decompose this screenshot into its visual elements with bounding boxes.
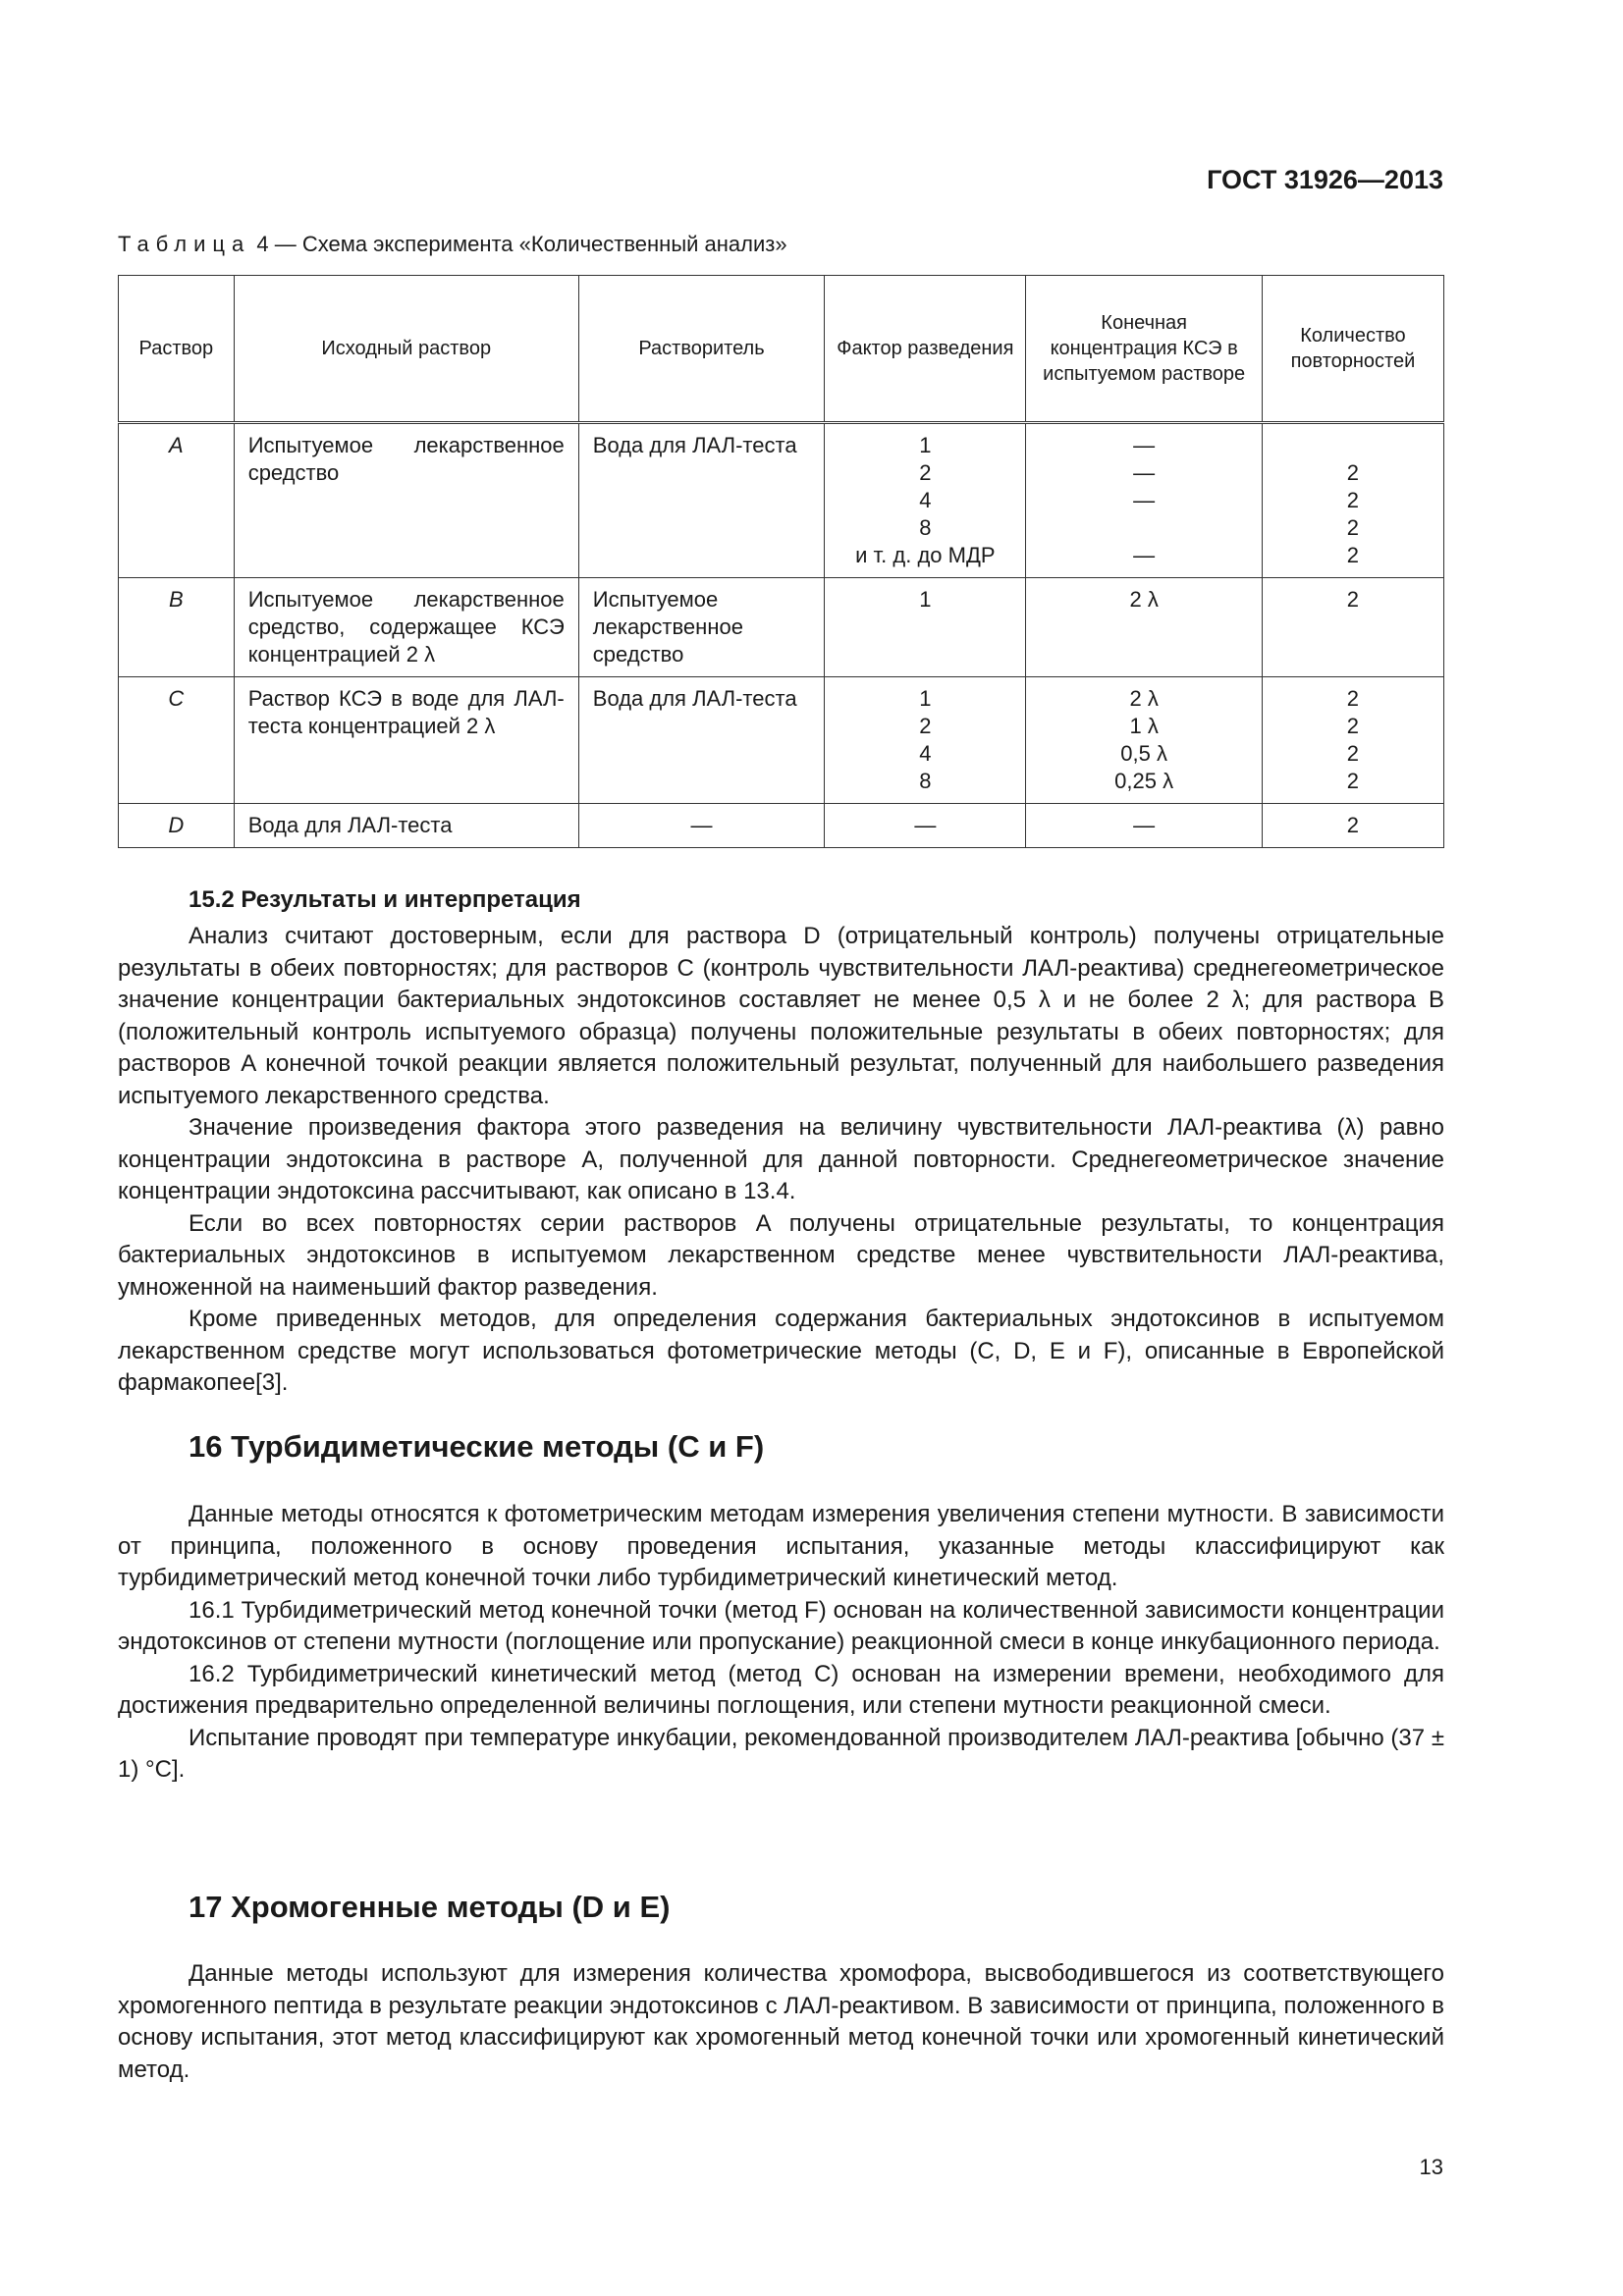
concentration-value: 0,5 λ bbox=[1120, 741, 1167, 766]
repeat-value: 2 bbox=[1346, 460, 1360, 485]
cell-source: Вода для ЛАЛ-теста bbox=[234, 804, 578, 848]
factor-value: 1 bbox=[919, 686, 932, 711]
table-caption bbox=[118, 232, 787, 257]
cell-solution: C bbox=[119, 677, 235, 804]
section-15-2-body bbox=[118, 921, 1444, 1400]
cell-repeats bbox=[1262, 677, 1443, 804]
section-17-body bbox=[118, 1958, 1444, 2086]
factor-value: 2 bbox=[919, 460, 932, 485]
header-diluent: Растворитель bbox=[578, 276, 824, 423]
factor-value: 1 bbox=[919, 433, 932, 457]
document-standard-number: ГОСТ 31926—2013 bbox=[1207, 165, 1443, 194]
cell-diluent: Вода для ЛАЛ-теста bbox=[578, 677, 824, 804]
cell-factors bbox=[825, 677, 1026, 804]
page-number: 13 bbox=[1419, 2155, 1443, 2179]
factor-value: 2 bbox=[919, 714, 932, 738]
repeat-value: 2 bbox=[1346, 587, 1360, 612]
cell-repeats bbox=[1262, 423, 1443, 578]
table-row bbox=[119, 677, 1444, 804]
cell-factors bbox=[825, 423, 1026, 578]
cell-repeats bbox=[1262, 578, 1443, 677]
section-16-body bbox=[118, 1499, 1444, 1787]
concentration-value bbox=[1040, 514, 1247, 542]
concentration-value: 0,25 λ bbox=[1114, 769, 1174, 793]
header-concentration: Конечная концентрация КСЭ в испытуемом растворе bbox=[1026, 276, 1262, 423]
repeat-value: 2 bbox=[1346, 488, 1360, 512]
header-solution: Раствор bbox=[119, 276, 235, 423]
cell-diluent: — bbox=[578, 804, 824, 848]
table-row bbox=[119, 804, 1444, 848]
factor-value: и т. д. до МДР bbox=[855, 543, 996, 567]
paragraph: Кроме приведенных методов, для определения содержания бактериальных эндотоксинов в испытуемом лекарственном средстве могут использоваться фотометрические методы (C, D, E и F), описанные в Европейской фармакопее[3]. bbox=[118, 1306, 1444, 1396]
paragraph: Значение произведения фактора этого разведения на величину чувствительности ЛАЛ-реактива (λ) равно концентрации эндотоксина в растворе A, полученной для данной повторности. Среднегеометрическое значение концентрации эндотоксина рассчитывают, как описано в 13.4. bbox=[118, 1114, 1444, 1204]
paragraph: Анализ считают достоверным, если для раствора D (отрицательный контроль) получены отрицательные результаты в обеих повторностях; для растворов C (контроль чувствительности ЛАЛ-реактива) среднегеометрическое значение концентрации бактериальных эндотоксинов составляет не менее 0,5 λ и не более 2 λ; для раствора B (положительный контроль испытуемого образца) получены положительные результаты в обеих повторностях; для растворов A конечной точкой реакции является положительный результат, полученный для наибольшего разведения испытуемого лекарственного средства. bbox=[118, 923, 1444, 1109]
table-row bbox=[119, 578, 1444, 677]
repeat-value: 2 bbox=[1346, 769, 1360, 793]
concentration-value: — bbox=[1133, 543, 1156, 567]
cell-diluent: Испытуемое лекарственное средство bbox=[578, 578, 824, 677]
repeat-value: 2 bbox=[1346, 543, 1360, 567]
header-source: Исходный раствор bbox=[234, 276, 578, 423]
repeat-value: 2 bbox=[1346, 515, 1360, 540]
cell-concentrations bbox=[1026, 578, 1262, 677]
repeat-value: 2 bbox=[1346, 813, 1360, 837]
repeat-value: 2 bbox=[1346, 741, 1360, 766]
cell-solution: B bbox=[119, 578, 235, 677]
repeat-value bbox=[1276, 432, 1430, 459]
cell-repeats bbox=[1262, 804, 1443, 848]
concentration-value: 2 λ bbox=[1129, 686, 1159, 711]
factor-value: 8 bbox=[919, 769, 932, 793]
header-factor: Фактор разведения bbox=[825, 276, 1026, 423]
section-17-heading: 17 Хромогенные методы (D и E) bbox=[189, 1890, 671, 1924]
cell-source: Испытуемое лекарственное средство, содержащее КСЭ концентрацией 2 λ bbox=[234, 578, 578, 677]
cell-factors bbox=[825, 804, 1026, 848]
paragraph: 16.1 Турбидиметрический метод конечной точки (метод F) основан на количественной зависимости концентрации эндотоксинов от степени мутности (поглощение или пропускание) реакционной смеси в конце инкубационного периода. bbox=[118, 1596, 1444, 1655]
paragraph: 16.2 Турбидиметрический кинетический метод (метод C) основан на измерении времени, необходимого для достижения предварительно определенной величины поглощения, или степени мутности реакционной смеси. bbox=[118, 1660, 1444, 1719]
table-caption-text: 4 — Схема эксперимента «Количественный анализ» bbox=[250, 232, 787, 256]
concentration-value: — bbox=[1133, 433, 1156, 457]
cell-factors bbox=[825, 578, 1026, 677]
table-row bbox=[119, 423, 1444, 578]
paragraph: Испытание проводят при температуре инкубации, рекомендованной производителем ЛАЛ-реактива [обычно (37 ± 1) °C]. bbox=[118, 1724, 1444, 1783]
table-caption-prefix: Таблица bbox=[118, 232, 251, 256]
repeat-value: 2 bbox=[1346, 686, 1360, 711]
cell-solution: D bbox=[119, 804, 235, 848]
header-repeats: Количество повторностей bbox=[1262, 276, 1443, 423]
factor-value: 4 bbox=[919, 488, 932, 512]
factor-value: 4 bbox=[919, 741, 932, 766]
cell-concentrations bbox=[1026, 804, 1262, 848]
concentration-value: 1 λ bbox=[1129, 714, 1159, 738]
concentration-value: — bbox=[1133, 488, 1156, 512]
cell-solution: A bbox=[119, 423, 235, 578]
section-15-2-heading: 15.2 Результаты и интерпретация bbox=[189, 886, 581, 913]
repeat-value: 2 bbox=[1346, 714, 1360, 738]
paragraph: Данные методы относятся к фотометрическим методам измерения увеличения степени мутности. В зависимости от принципа, положенного в основу проведения испытания, указанные методы классифицируют как турбидиметрический метод конечной точки либо турбидиметрический кинетический метод. bbox=[118, 1501, 1444, 1591]
section-16-heading: 16 Турбидиметические методы (C и F) bbox=[189, 1429, 765, 1464]
concentration-value: — bbox=[1133, 813, 1156, 837]
factor-value: 1 bbox=[919, 587, 932, 612]
concentration-value: 2 λ bbox=[1129, 587, 1159, 612]
cell-concentrations bbox=[1026, 677, 1262, 804]
cell-diluent: Вода для ЛАЛ-теста bbox=[578, 423, 824, 578]
factor-value: — bbox=[914, 813, 937, 837]
factor-value: 8 bbox=[919, 515, 932, 540]
paragraph: Данные методы используют для измерения количества хромофора, высвободившегося из соответствующего хромогенного пептида в результате реакции эндотоксинов с ЛАЛ-реактивом. В зависимости от принципа, положенного в основу испытания, этот метод классифицируют как хромогенный метод конечной точки или хромогенный кинетический метод. bbox=[118, 1960, 1444, 2083]
cell-concentrations bbox=[1026, 423, 1262, 578]
cell-source: Раствор КСЭ в воде для ЛАЛ-теста концентрацией 2 λ bbox=[234, 677, 578, 804]
cell-source: Испытуемое лекарственное средство bbox=[234, 423, 578, 578]
concentration-value: — bbox=[1133, 460, 1156, 485]
experiment-table bbox=[118, 275, 1444, 848]
paragraph: Если во всех повторностях серии растворов A получены отрицательные результаты, то концентрация бактериальных эндотоксинов в испытуемом лекарственном средстве менее чувствительности ЛАЛ-реактива, умноженной на наименьший фактор разведения. bbox=[118, 1209, 1444, 1301]
table-header-row bbox=[119, 276, 1444, 423]
